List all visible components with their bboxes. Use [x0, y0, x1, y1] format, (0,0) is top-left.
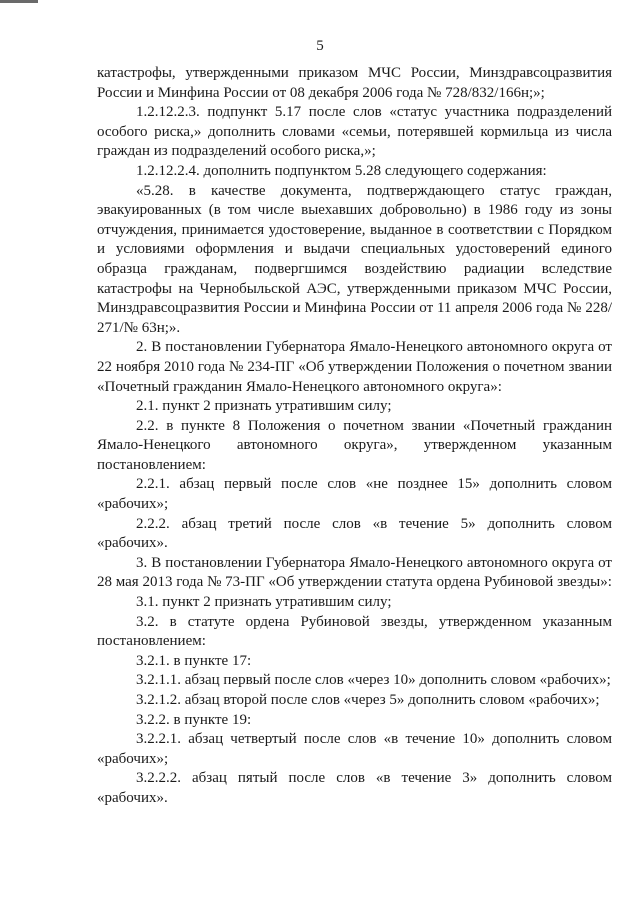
paragraph-3-2-1-2: 3.2.1.2. абзац второй после слов «через 5» дополнить словом «рабочих»;	[136, 692, 600, 708]
paragraph-3: 3. В постановлении Губернатора Ямало-Ненецкого автономного округа от 28 мая 2013 года № 73-ПГ «Об утверждении статута ордена Рубиновой звезды»:	[97, 554, 612, 591]
paragraph-2-2: 2.2. в пункте 8 Положения о почетном звании «Почетный гражданин Ямало-Ненецкого автономного округа», утвержденном указанным постановлением:	[97, 417, 612, 473]
paragraph-5-28-quote: «5.28. в качестве документа, подтверждающего статус граждан, эвакуированных (в том числе выехавших добровольно) в 1986 году из зоны отчуждения, принимается удостоверение, выданное в соответствии с Порядком и условиями оформления и выдачи специальных удостоверений единого образца гражданам, подвергшимся воздействию радиации вследствие катастрофы на Чернобыльской АЭС, утвержденными приказом МЧС России, Минздравсоцразвития России и Минфина России от 11 апреля 2006 года № 228/ 271/№ 63н;».	[97, 182, 612, 336]
paragraph-3-2-2-1: 3.2.2.1. абзац четвертый после слов «в течение 10» дополнить словом «рабочих»;	[97, 731, 612, 767]
paragraph-3-2-2: 3.2.2. в пункте 19:	[136, 711, 252, 728]
paragraph-3-2-1-1: 3.2.1.1. абзац первый после слов «через 10» дополнить словом «рабочих»;	[136, 672, 611, 689]
paragraph-3-2: 3.2. в статуте ордена Рубиновой звезды, утвержденном указанным постановлением:	[97, 613, 612, 650]
document-body	[97, 64, 612, 809]
paragraph-2-1: 2.1. пункт 2 признать утратившим силу;	[136, 398, 392, 415]
page-number: 5	[316, 38, 324, 54]
paragraph-3-2-2-2: 3.2.2.2. абзац пятый после слов «в течение 3» дополнить словом «рабочих».	[97, 770, 612, 806]
paragraph-2-2-1: 2.2.1. абзац первый после слов «не позднее 15» дополнить словом «рабочих»;	[97, 476, 612, 513]
paragraph-2: 2. В постановлении Губернатора Ямало-Ненецкого автономного округа от 22 ноября 2010 года № 234-ПГ «Об утверждении Положения о почетном звании «Почетный гражданин Ямало-Ненецкого автономного округа»:	[97, 339, 612, 395]
paragraph-1-2-12-2-3: 1.2.12.2.3. подпункт 5.17 после слов «статус участника подразделений особого риска,» дополнить словами «семьи, потерявшей кормильца из числа граждан из подразделений особого риска,»;	[97, 104, 612, 160]
paragraph-1-2-12-2-4: 1.2.12.2.4. дополнить подпунктом 5.28 следующего содержания:	[136, 162, 547, 179]
paragraph-continuation: катастрофы, утвержденными приказом МЧС России, Минздравсоцразвития России и Минфина России от 08 декабря 2006 года № 728/832/166н;»;	[97, 65, 612, 101]
paragraph-3-1: 3.1. пункт 2 признать утратившим силу;	[136, 594, 392, 611]
paragraph-2-2-2: 2.2.2. абзац третий после слов «в течение 5» дополнить словом «рабочих».	[97, 515, 612, 552]
paragraph-3-2-1: 3.2.1. в пункте 17:	[136, 652, 252, 669]
scan-edge-mark	[0, 0, 38, 3]
